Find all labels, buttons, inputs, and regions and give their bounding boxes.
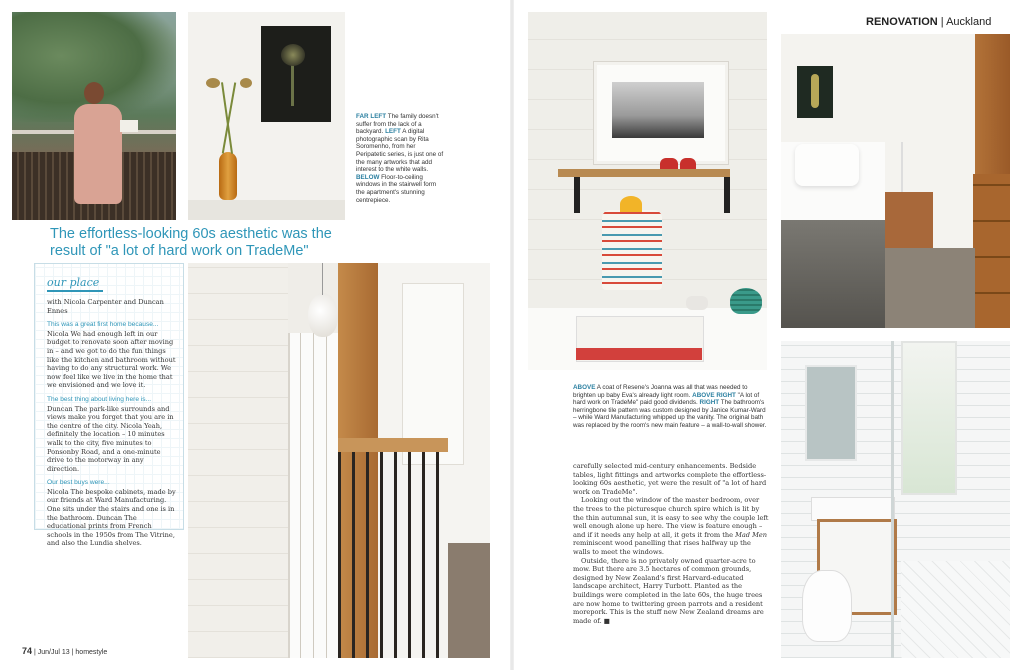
our-place-title: our place — [47, 276, 100, 289]
caption-lead-below: BELOW — [356, 173, 380, 181]
caption-lead-above-right: ABOVE RIGHT — [692, 391, 736, 399]
caption-text: A digital photographic scan by Rita Soromenho, from her Peripatetic series, is just one of the many artworks that add interest to the white walls. — [356, 128, 444, 174]
caption-text: The bathroom's herringbone tile pattern was custom designed by Janice Kumar-Ward – while Ward Manufacturing whipped up the vanity. The original bath was replaced by the room's new main feature – a wall-to-wall shower. — [573, 399, 767, 429]
bathroom-photo — [781, 341, 1010, 658]
caption-text: Floor-to-ceiling windows in the stairwell form the apartment's stunning centrepiece. — [356, 173, 437, 204]
answer-1: Nicola We had enough left in our budget to renovate soon after moving in – and we got to do the fun things like the kitchen and bathroom without having to do any structural work. We now feel like we live in the home that we envisioned and we love it. — [47, 329, 176, 390]
folio-separator: | — [33, 649, 36, 656]
caption-text: A coat of Resene's Joanna was all that was needed to brighten up baby Eva's already light room. — [573, 384, 748, 399]
section-header — [866, 16, 991, 28]
article-paragraph: Looking out the window of the master bedroom, over the trees to the picturesque church spire which is lit by the thin autumnal sun, it is easy to see why the couple left well enough alone up here. The view is feature enough – and if it needs any help at all, it gets it from the Mad Men reminiscent wood panelling that rises halfway up the walls to meet the windows. — [573, 496, 769, 556]
bedroom-photo — [781, 34, 1010, 328]
answer-2: Duncan The park-like surrounds and views make you forget that you are in the centre of the city. Nicola Yeah, definitely the location – 10 minutes walk to the city, five minutes to Ponsonby Road, and a one-minute drive to the motorway in any direction. — [47, 404, 174, 473]
vase-artwork-photo — [188, 12, 345, 220]
header-separator: | — [940, 16, 944, 28]
caption-right — [573, 384, 769, 430]
balcony-photo — [12, 12, 176, 220]
caption-lead-above: ABOVE — [573, 384, 596, 391]
folio-separator: | — [71, 649, 74, 656]
caption-lead-left: LEFT — [385, 128, 401, 136]
pull-quote: The effortless-looking 60s aesthetic was the result of "a lot of hard work on TradeMe" — [50, 226, 332, 259]
show-title: Mad Men — [735, 530, 768, 539]
caption-left — [356, 113, 444, 204]
page-number: 74 — [22, 646, 33, 656]
section-location: Auckland — [946, 16, 992, 28]
caption-text: The family doesn't suffer from the lack of a backyard. — [356, 113, 439, 136]
answer-3: Nicola The bespoke cabinets, made by our friends at Ward Manufacturing. One sits under the stairs and one is in the bathroom. Duncan The educational prints from French schools in the 1950s from The Vitrine, and also the Lundia shelves. — [47, 487, 176, 548]
stairwell-photo — [188, 263, 490, 658]
question-1: This was a great first home because... — [47, 321, 159, 329]
nursery-photo — [528, 12, 767, 370]
framed-print — [261, 26, 331, 122]
our-place-box — [34, 263, 184, 548]
section-name: RENOVATION — [866, 16, 938, 28]
article-body — [573, 462, 769, 625]
folio — [22, 646, 107, 656]
question-3: Our best buys were... — [47, 479, 110, 487]
question-2: The best thing about living here is... — [47, 395, 152, 403]
caption-text: "A lot of hard work on TradeMe" paid good dividends. — [573, 391, 760, 407]
article-paragraph: Outside, there is no privately owned quarter-acre to mow. But there are 3.5 hectares of common grounds, designed by New Zealand's first Harvard-educated landscape architect, Harry Turbott. Planted as the buildings were completed in the late 60s, the huge trees are now home to twittering green parrots and a resident morepork. This is the stuff new New Zealand dreams are made of. ■ — [573, 556, 764, 625]
page-gutter — [510, 0, 514, 670]
our-place-with: with Nicola Carpenter and Duncan Ennes — [47, 298, 164, 315]
caption-lead-right: RIGHT — [699, 399, 720, 407]
caption-lead-far-left: FAR LEFT — [356, 113, 387, 120]
magazine-name: homestyle — [75, 649, 108, 656]
article-paragraph: carefully selected mid-century enhancements. Bedside tables, light fittings and artworks complete the effortless-looking 60s aesthetic, yet were the result of "a lot of hard work on TradeMe". — [573, 462, 767, 496]
issue-date: Jun/Jul 13 — [37, 649, 70, 656]
